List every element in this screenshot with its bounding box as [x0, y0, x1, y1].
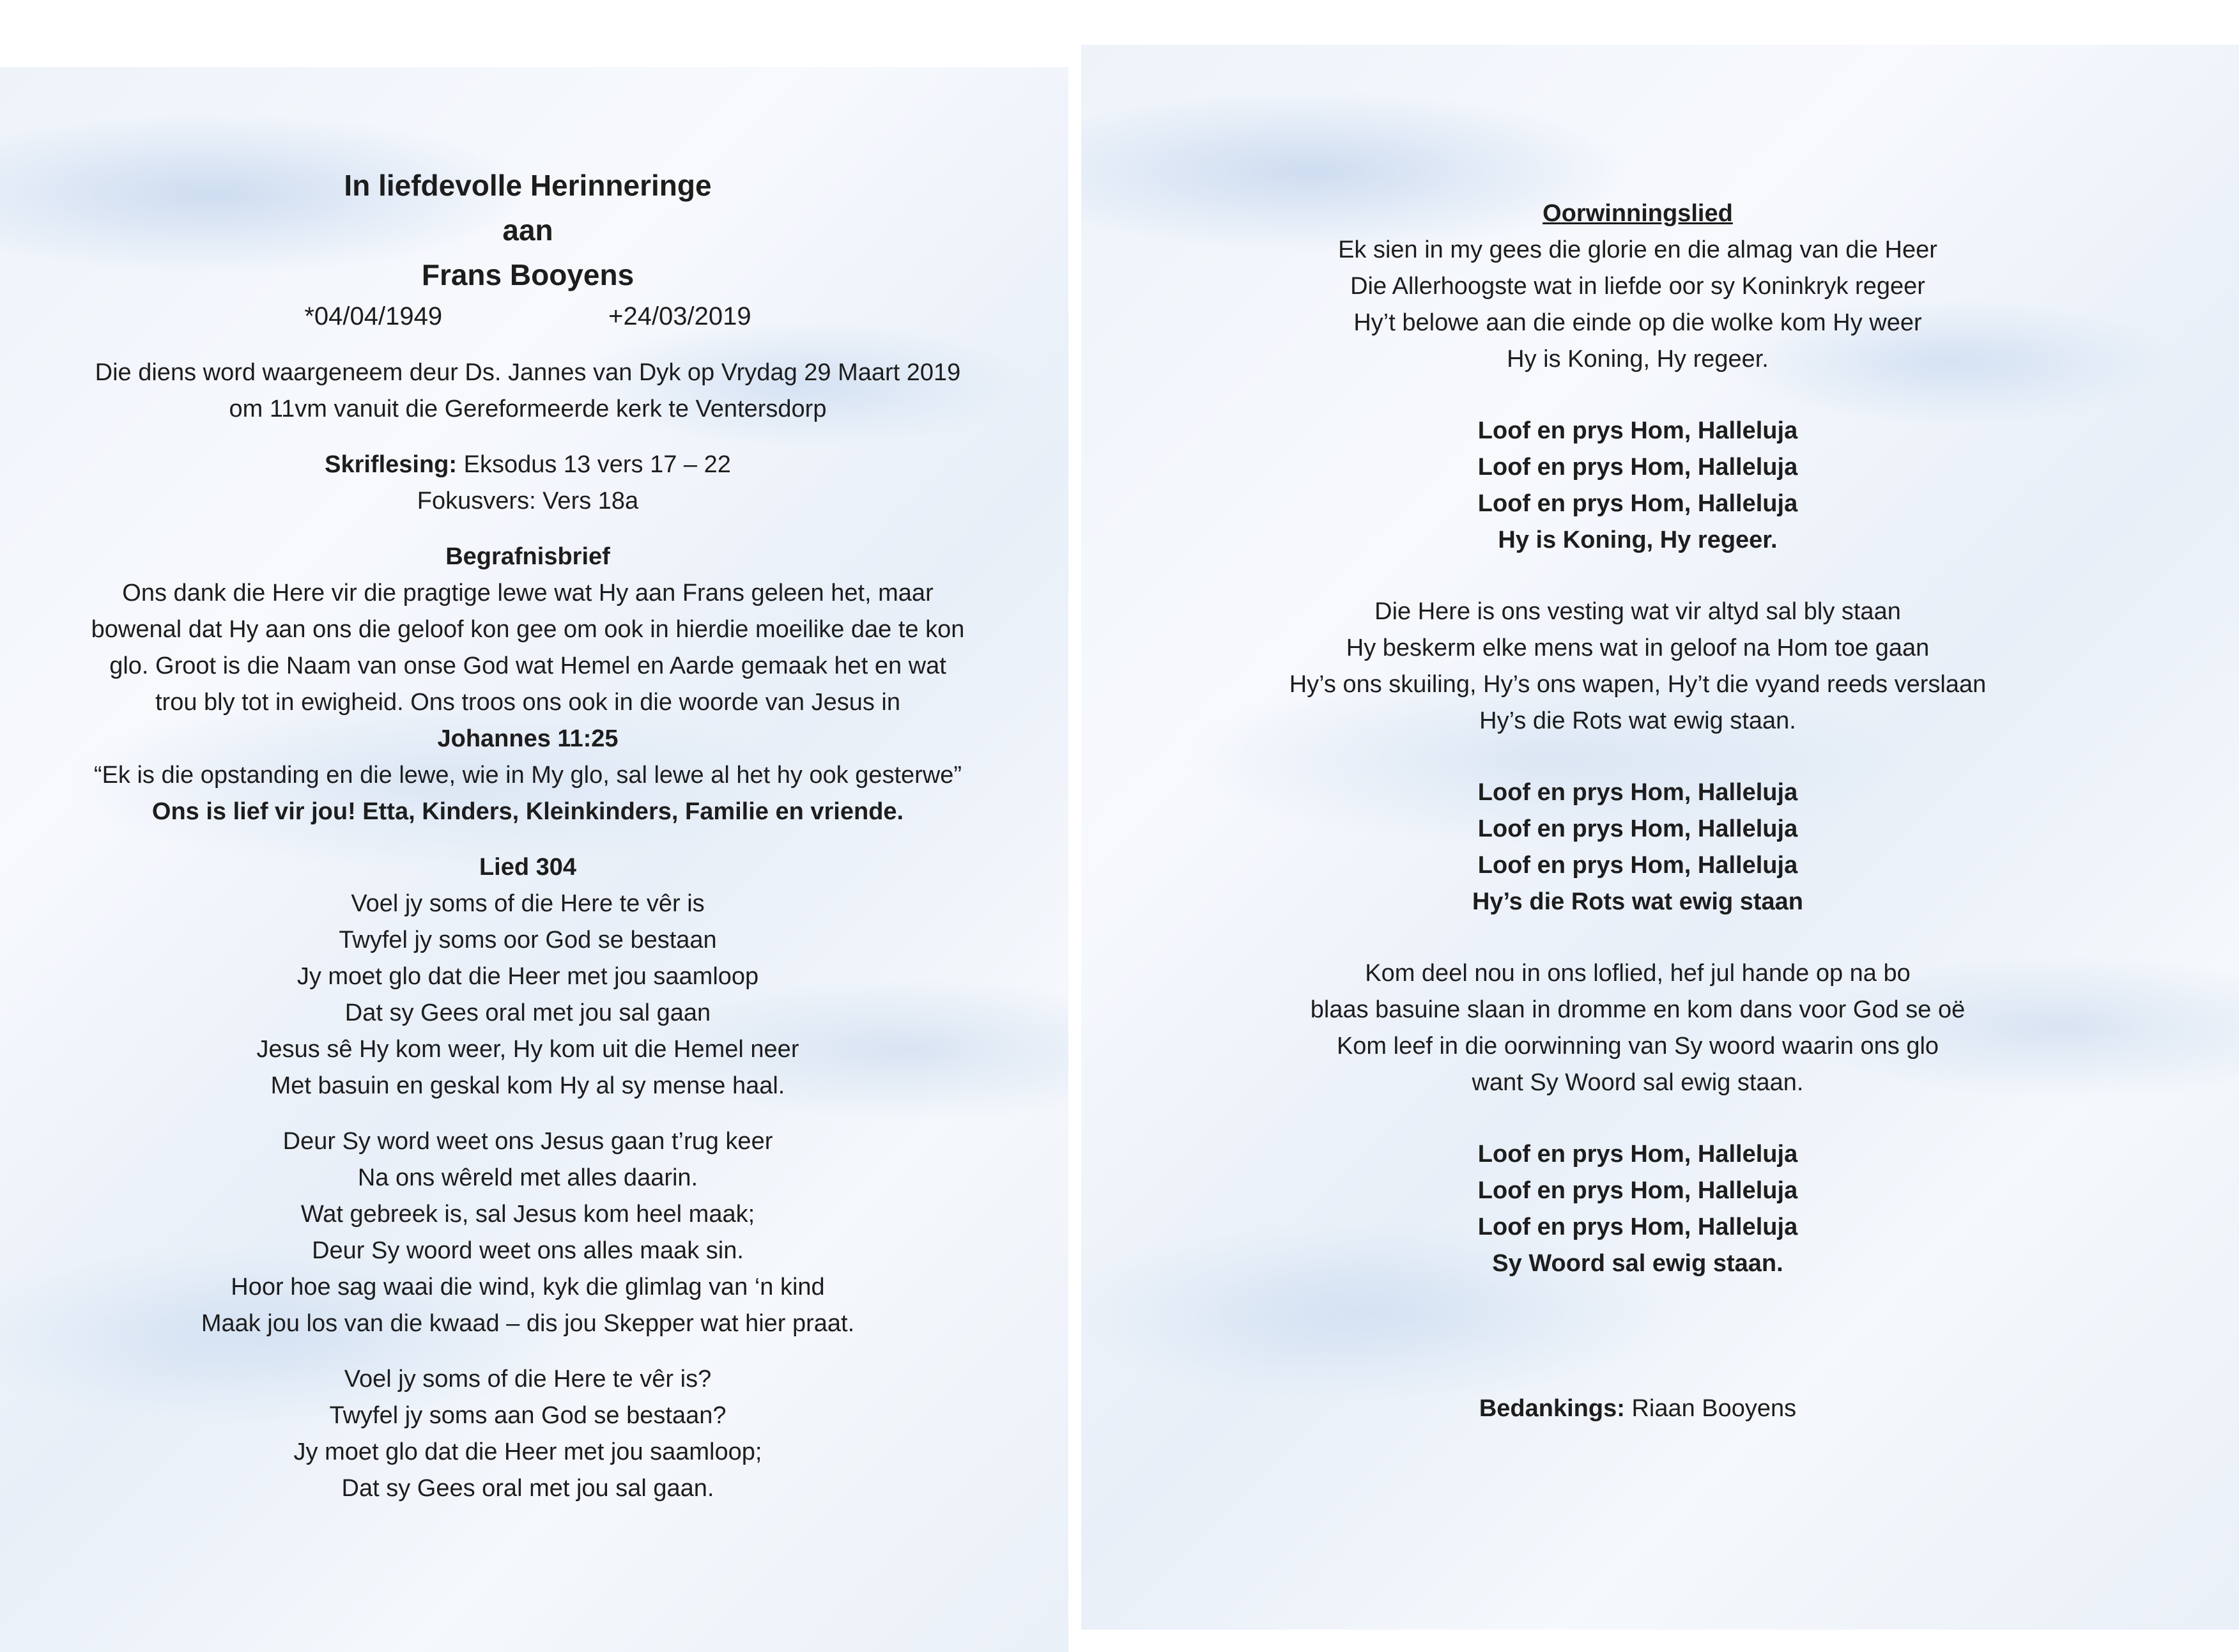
reading-label: Skriflesing: — [325, 451, 458, 478]
chorus-line: Loof en prys Hom, Halleluja — [1477, 852, 1798, 879]
song-line: Die Allerhoogste wat in liefde oor sy Koninkryk regeer — [1350, 273, 1925, 300]
memorial-title-aan: aan — [502, 213, 553, 247]
song-line: Hoor hoe sag waai die wind, kyk die glimlag van ‘n kind — [231, 1274, 825, 1301]
song-line: Ek sien in my gees die glorie en die almag van die Heer — [1338, 236, 1937, 263]
service-line-1: Die diens word waargeneem deur Ds. Jannes van Dyk op Vrydag 29 Maart 2019 — [95, 359, 961, 386]
song-line: Die Here is ons vesting wat vir altyd sal bly staan — [1374, 598, 1901, 625]
chorus-line: Loof en prys Hom, Halleluja — [1477, 490, 1798, 517]
song-line: Maak jou los van die kwaad – dis jou Skepper wat hier praat. — [201, 1310, 855, 1337]
focus-verse: Fokusvers: Vers 18a — [417, 488, 639, 514]
reading-value: Eksodus 13 vers 17 – 22 — [463, 451, 731, 478]
deceased-name: Frans Booyens — [421, 258, 635, 291]
thanks-value: Riaan Booyens — [1631, 1395, 1797, 1422]
letter-line: trou bly tot in ewigheid. Ons troos ons ook in die woorde van Jesus in — [155, 689, 900, 716]
acknowledgements — [1081, 1391, 2194, 1427]
song-line: Jy moet glo dat die Heer met jou saamloop; — [293, 1439, 762, 1465]
letter-heading: Begrafnisbrief — [445, 543, 610, 570]
left-page — [0, 67, 1068, 1652]
letter-line: glo. Groot is die Naam van onse God wat Hemel en Aarde gemaak het en wat — [109, 652, 946, 679]
song-line: Jesus sê Hy kom weer, Hy kom uit die Hemel neer — [256, 1036, 799, 1063]
memorial-title: In liefdevolle Herinneringe — [344, 169, 712, 202]
chorus-line: Loof en prys Hom, Halleluja — [1477, 454, 1798, 481]
letter-line: bowenal dat Hy aan ons die geloof kon gee om ook in hierdie moeilike dae te kon — [91, 616, 965, 643]
song-line: Kom deel nou in ons loflied, hef jul hande op na bo — [1365, 960, 1911, 987]
song-line: Twyfel jy soms aan God se bestaan? — [329, 1402, 727, 1429]
song-line: Dat sy Gees oral met jou sal gaan. — [341, 1475, 714, 1502]
chorus-line: Loof en prys Hom, Halleluja — [1477, 1177, 1798, 1204]
chorus-line: Loof en prys Hom, Halleluja — [1477, 1214, 1798, 1240]
verse-quote: “Ek is die opstanding en die lewe, wie in My glo, sal lewe al het hy ook gesterwe” — [93, 762, 962, 789]
song-line: Hy’s die Rots wat ewig staan. — [1479, 707, 1796, 734]
service-line-2: om 11vm vanuit die Gereformeerde kerk te Ventersdorp — [229, 396, 827, 422]
song-line: Deur Sy woord weet ons alles maak sin. — [312, 1237, 744, 1264]
chorus-line: Hy’s die Rots wat ewig staan — [1472, 888, 1804, 915]
song-line: Met basuin en geskal kom Hy al sy mense haal. — [270, 1072, 785, 1099]
song-line: Hy is Koning, Hy regeer. — [1507, 346, 1769, 373]
song-title-lied-304: Lied 304 — [479, 854, 577, 881]
right-page — [1081, 45, 2239, 1630]
scripture-reading — [0, 447, 1056, 483]
birth-date: *04/04/1949 — [304, 302, 443, 330]
song-line: Jy moet glo dat die Heer met jou saamloop — [296, 963, 759, 990]
song-line: blaas basuine slaan in dromme en kom dans voor God se oë — [1310, 996, 1966, 1023]
left-column — [0, 163, 1056, 1507]
song-line: Na ons wêreld met alles daarin. — [357, 1164, 698, 1191]
right-column — [1081, 196, 2194, 1427]
chorus-line: Loof en prys Hom, Halleluja — [1477, 779, 1798, 806]
death-date: +24/03/2019 — [608, 302, 751, 330]
song-title-oorwinningslied: Oorwinningslied — [1543, 200, 1733, 227]
song-line: Hy’t belowe aan die einde op die wolke kom Hy weer — [1353, 309, 1922, 336]
letter-line: Ons dank die Here vir die pragtige lewe wat Hy aan Frans geleen het, maar — [122, 580, 934, 606]
song-line: Kom leef in die oorwinning van Sy woord waarin ons glo — [1336, 1033, 1939, 1060]
chorus-line: Sy Woord sal ewig staan. — [1492, 1250, 1783, 1277]
verse-reference: Johannes 11:25 — [437, 725, 619, 752]
song-line: Hy beskerm elke mens wat in geloof na Hom toe gaan — [1346, 635, 1930, 661]
chorus-line: Loof en prys Hom, Halleluja — [1477, 417, 1798, 444]
song-line: Voel jy soms of die Here te vêr is? — [344, 1366, 712, 1393]
song-line: want Sy Woord sal ewig staan. — [1472, 1069, 1804, 1096]
song-line: Dat sy Gees oral met jou sal gaan — [344, 1000, 711, 1026]
thanks-label: Bedankings: — [1479, 1395, 1625, 1422]
song-line: Hy’s ons skuiling, Hy’s ons wapen, Hy’t die vyand reeds verslaan — [1289, 671, 1987, 698]
chorus-line: Loof en prys Hom, Halleluja — [1477, 1141, 1798, 1168]
song-line: Wat gebreek is, sal Jesus kom heel maak; — [300, 1201, 755, 1228]
chorus-line: Hy is Koning, Hy regeer. — [1498, 527, 1778, 553]
song-line: Deur Sy word weet ons Jesus gaan t’rug keer — [282, 1128, 773, 1155]
family-signoff: Ons is lief vir jou! Etta, Kinders, Kleinkinders, Familie en vriende. — [151, 798, 904, 825]
chorus-line: Loof en prys Hom, Halleluja — [1477, 815, 1798, 842]
song-line: Voel jy soms of die Here te vêr is — [351, 890, 705, 917]
song-line: Twyfel jy soms oor God se bestaan — [339, 927, 717, 953]
dates-row — [0, 297, 1056, 336]
